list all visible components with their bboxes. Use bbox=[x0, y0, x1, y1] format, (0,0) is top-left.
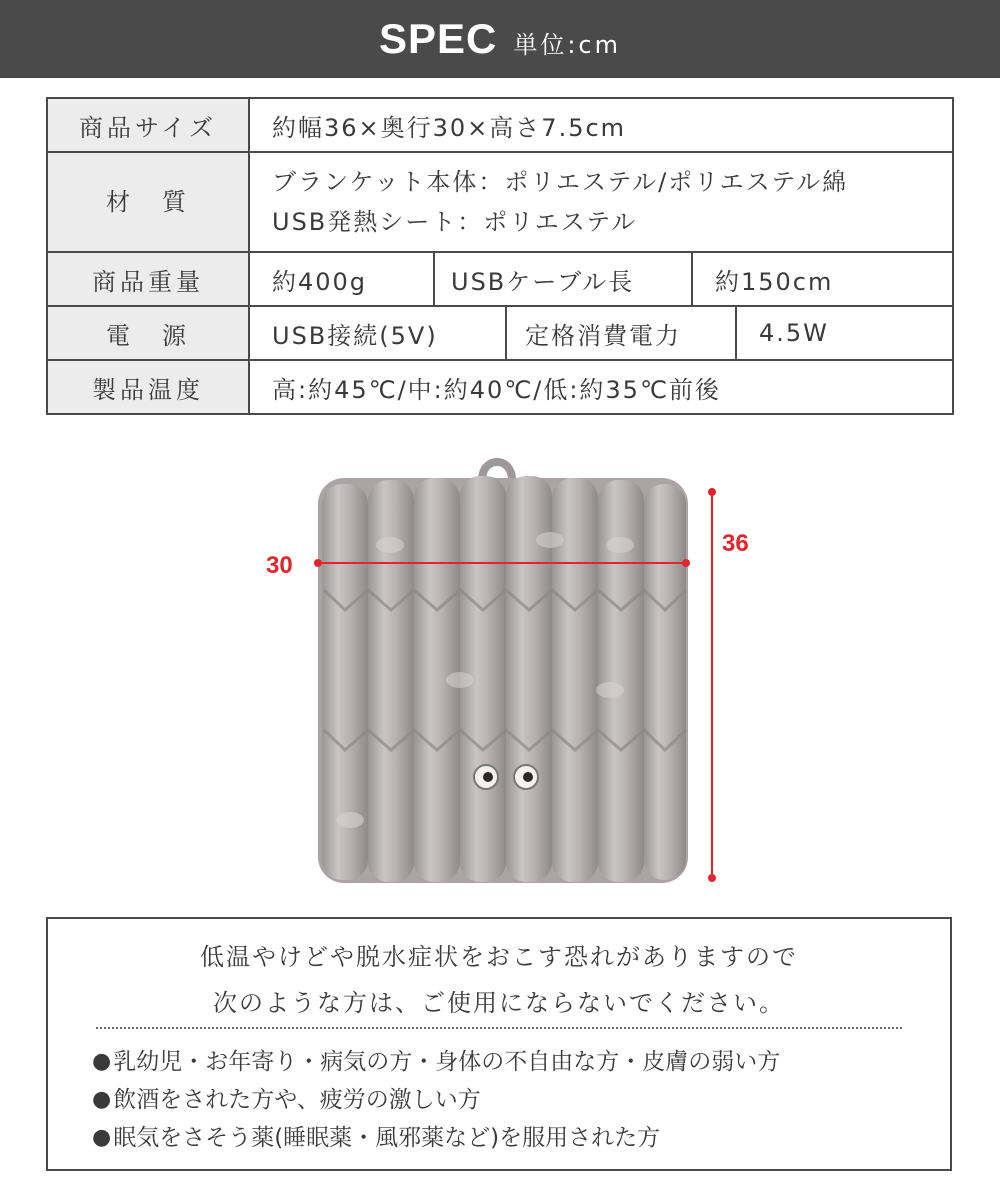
material-label: 材 質 bbox=[47, 152, 249, 252]
power-value: USB接続(5V) bbox=[249, 306, 506, 360]
spec-row-power bbox=[47, 306, 953, 360]
temperature-value: 高:約45℃/中:約40℃/低:約35℃前後 bbox=[249, 360, 953, 414]
list-item bbox=[92, 1081, 780, 1119]
rated-power-value: 4.5W bbox=[736, 306, 953, 360]
power-label: 電 源 bbox=[47, 306, 249, 360]
material-line-2: USB発熱シート：ポリエステル bbox=[272, 208, 638, 236]
cable-length-label: USBケーブル長 bbox=[434, 252, 692, 306]
caution-box bbox=[46, 917, 952, 1171]
rated-power-label: 定格消費電力 bbox=[506, 306, 736, 360]
caution-lead-1: 低温やけどや脱水症状をおこす恐れがありますので bbox=[200, 943, 798, 971]
caution-item-text: 飲酒をされた方や、疲労の激しい方 bbox=[113, 1087, 481, 1113]
product-photo bbox=[250, 450, 750, 900]
temperature-label: 製品温度 bbox=[47, 360, 249, 414]
caution-lead-2: 次のような方は、ご使用にならないでください。 bbox=[213, 989, 785, 1017]
height-dimension-label: 36 bbox=[722, 530, 749, 557]
caution-list bbox=[92, 1043, 780, 1157]
material-value bbox=[249, 152, 953, 252]
unit-label: 単位:cm bbox=[513, 30, 622, 59]
weight-value: 約400g bbox=[249, 252, 434, 306]
spec-table bbox=[46, 97, 954, 415]
bullet-icon: ● bbox=[92, 1125, 112, 1150]
spec-title: SPEC bbox=[378, 15, 498, 62]
material-line-1: ブランケット本体：ポリエステル/ポリエステル綿 bbox=[272, 168, 849, 196]
caution-item-text: 眠気をさそう薬(睡眠薬・風邪薬など)を服用された方 bbox=[113, 1125, 661, 1151]
list-item bbox=[92, 1043, 780, 1081]
spec-row-material bbox=[47, 152, 953, 252]
spec-row-weight bbox=[47, 252, 953, 306]
width-dimension-label: 30 bbox=[266, 552, 293, 579]
bullet-icon: ● bbox=[92, 1049, 112, 1074]
list-item bbox=[92, 1119, 780, 1157]
size-label: 商品サイズ bbox=[47, 98, 249, 152]
bullet-icon: ● bbox=[92, 1087, 112, 1112]
dotted-divider bbox=[96, 1027, 902, 1029]
spec-row-temperature bbox=[47, 360, 953, 414]
size-value: 約幅36×奥行30×高さ7.5cm bbox=[249, 98, 953, 152]
weight-label: 商品重量 bbox=[47, 252, 249, 306]
spec-row-size bbox=[47, 98, 953, 152]
caution-item-text: 乳幼児・お年寄り・病気の方・身体の不自由な方・皮膚の弱い方 bbox=[113, 1049, 781, 1075]
spec-header bbox=[0, 0, 1000, 78]
cable-length-value: 約150cm bbox=[692, 252, 953, 306]
